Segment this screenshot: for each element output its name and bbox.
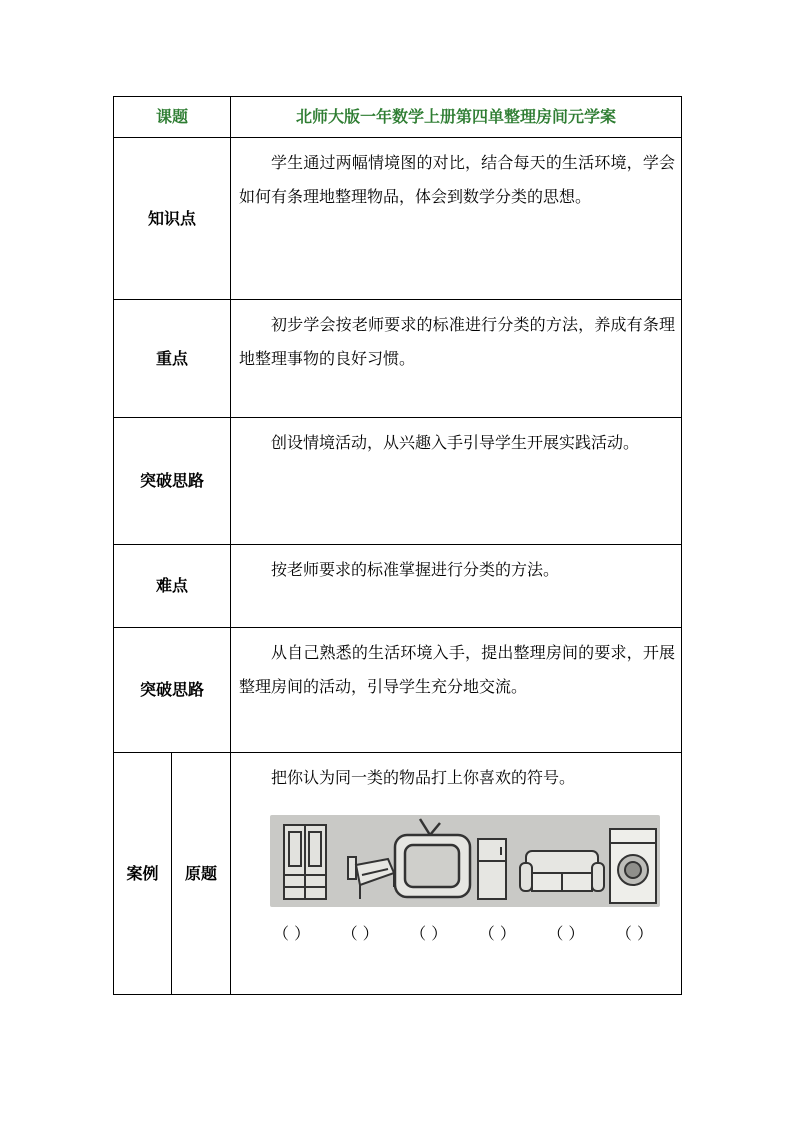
- answer-bracket[interactable]: （ ）: [547, 924, 585, 943]
- case-instruction: 把你认为同一类的物品打上你喜欢的符号。: [271, 768, 576, 787]
- answer-brackets: [273, 917, 653, 951]
- title-label: 课题: [114, 97, 231, 138]
- television-icon: [395, 819, 470, 897]
- answer-bracket[interactable]: （ ）: [410, 924, 448, 943]
- approach1-label: 突破思路: [114, 418, 231, 545]
- knowledge-cell: [231, 138, 682, 300]
- original-problem-label: 原题: [172, 753, 231, 995]
- approach2-cell: [231, 628, 682, 753]
- answer-bracket[interactable]: （ ）: [341, 924, 379, 943]
- difficulty-label: 难点: [114, 545, 231, 628]
- lesson-plan-table: [113, 96, 682, 995]
- approach2-row: [114, 628, 682, 753]
- approach2-text: 从自己熟悉的生活环境入手，提出整理房间的要求，开展整理房间的活动，引导学生充分地交流。: [239, 643, 676, 696]
- wardrobe-icon: [284, 825, 326, 899]
- sofa-icon: [520, 851, 604, 891]
- key-cell: [231, 300, 682, 418]
- knowledge-row: [114, 138, 682, 300]
- key-label: 重点: [114, 300, 231, 418]
- difficulty-cell: [231, 545, 682, 628]
- knowledge-label: 知识点: [114, 138, 231, 300]
- refrigerator-icon: [478, 839, 506, 899]
- title-row: [114, 97, 682, 138]
- difficulty-text: 按老师要求的标准掌握进行分类的方法。: [271, 560, 560, 579]
- case-label: 案例: [114, 753, 172, 995]
- furniture-illustration: [270, 815, 660, 907]
- bed-icon: [348, 857, 394, 899]
- answer-bracket[interactable]: （ ）: [615, 924, 653, 943]
- furniture-photo: [270, 815, 660, 907]
- approach1-row: [114, 418, 682, 545]
- answer-bracket[interactable]: （ ）: [478, 924, 516, 943]
- knowledge-text: 学生通过两幅情境图的对比，结合每天的生活环境，学会如何有条理地整理物品，体会到数学分类的思想。: [239, 153, 676, 206]
- key-row: [114, 300, 682, 418]
- washing-machine-icon: [610, 829, 656, 903]
- difficulty-row: [114, 545, 682, 628]
- case-cell: [231, 753, 682, 995]
- case-row: [114, 753, 682, 995]
- answer-bracket[interactable]: （ ）: [273, 924, 311, 943]
- approach1-text: 创设情境活动，从兴趣入手引导学生开展实践活动。: [271, 433, 640, 452]
- key-text: 初步学会按老师要求的标准进行分类的方法，养成有条理地整理事物的良好习惯。: [239, 315, 676, 368]
- approach1-cell: [231, 418, 682, 545]
- lesson-title: 北师大版一年数学上册第四单整理房间元学案: [231, 97, 682, 138]
- approach2-label: 突破思路: [114, 628, 231, 753]
